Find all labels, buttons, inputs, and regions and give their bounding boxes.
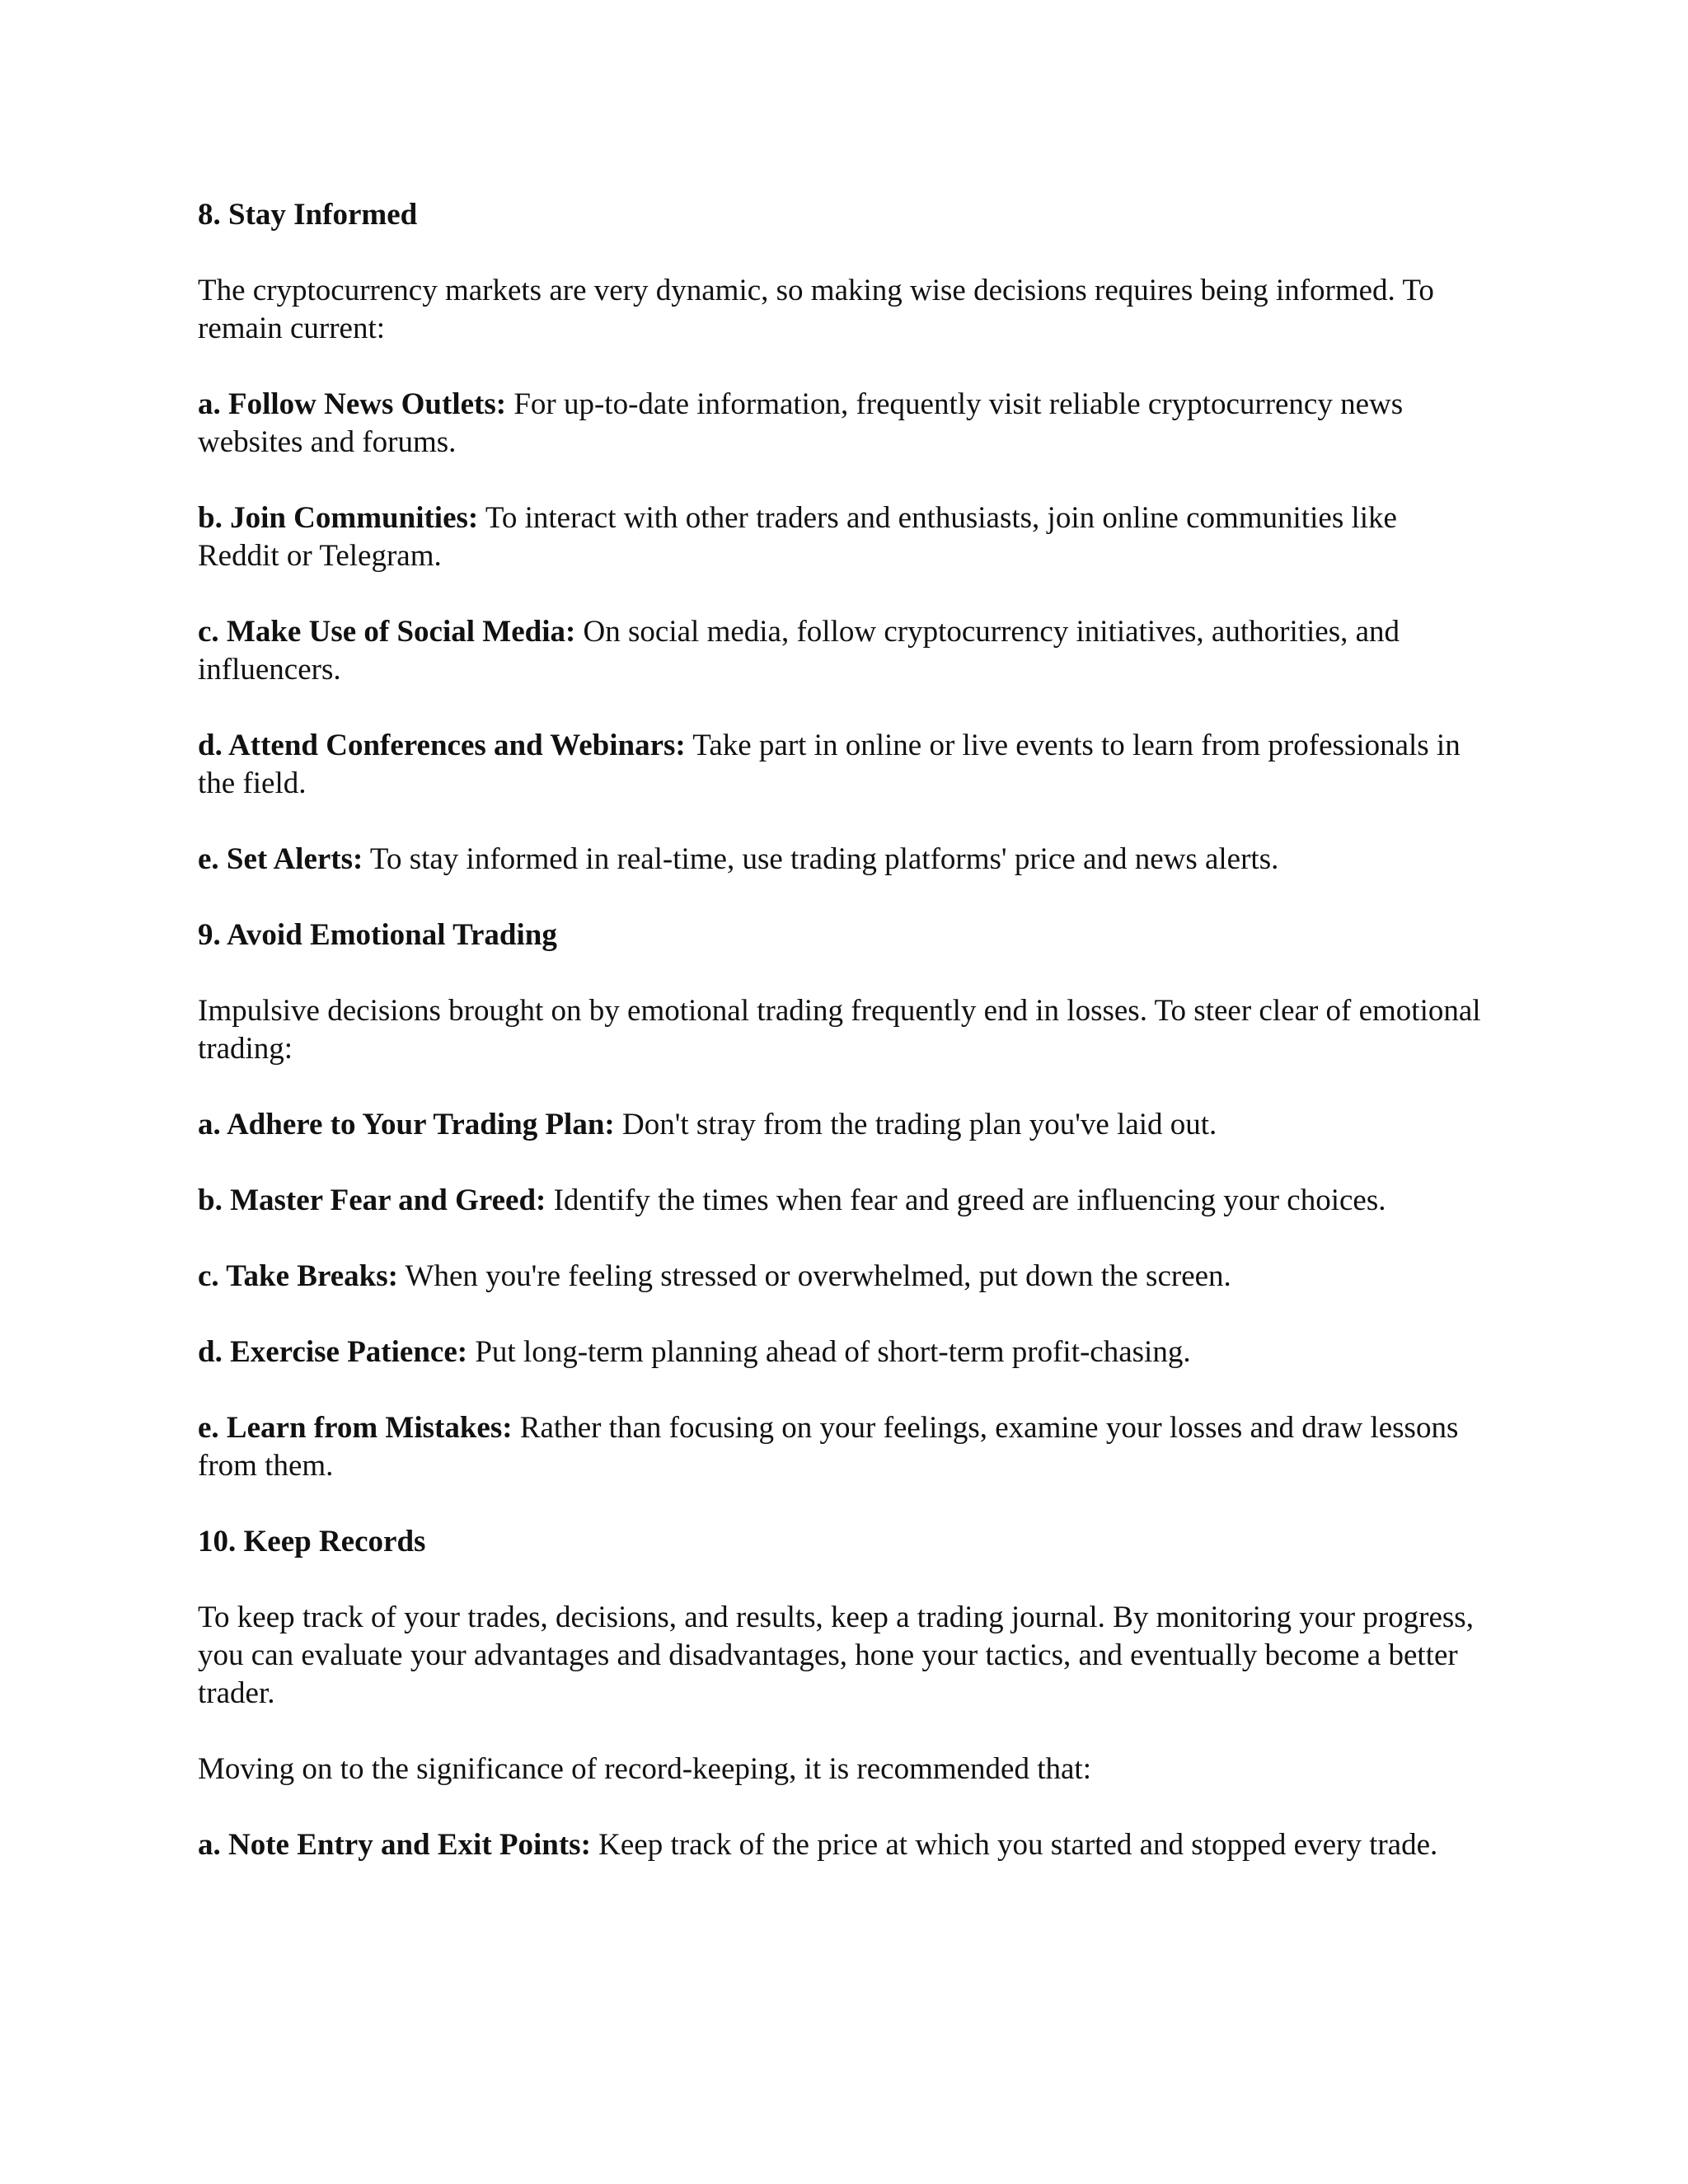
section-intro-keep-records: To keep track of your trades, decisions, and results, keep a trading journal. By monitoring your progress, you can evaluate your advantages and disadvantages, hone your tactics, and eventually become a better trader. (198, 1601, 1474, 1710)
list-item (198, 841, 1484, 879)
section-intro-stay-informed: The cryptocurrency markets are very dynamic, so making wise decisions requires being informed. To remain current: (198, 274, 1434, 345)
section-intro-avoid-emotional-trading: Impulsive decisions brought on by emotional trading frequently end in losses. To steer clear of emotional trading: (198, 994, 1481, 1066)
item-text: Identify the times when fear and greed are influencing your choices. (546, 1183, 1386, 1217)
item-text: Take part in online or live events to learn from professionals in the field. (198, 729, 1461, 800)
item-text: To interact with other traders and enthusiasts, join online communities like Reddit or Telegram. (198, 501, 1397, 573)
item-label: a. Adhere to Your Trading Plan: (198, 1108, 615, 1141)
item-text: When you're feeling stressed or overwhelmed, put down the screen. (397, 1259, 1231, 1293)
item-text: Put long-term planning ahead of short-term profit-chasing. (467, 1335, 1191, 1369)
section-heading-stay-informed: 8. Stay Informed (198, 198, 418, 232)
item-label: e. Learn from Mistakes: (198, 1411, 513, 1445)
list-item (198, 386, 1484, 462)
item-label: a. Note Entry and Exit Points: (198, 1828, 591, 1862)
list-item (198, 1182, 1484, 1220)
section-heading-avoid-emotional-trading: 9. Avoid Emotional Trading (198, 918, 557, 952)
item-label: e. Set Alerts: (198, 842, 363, 876)
item-text: For up-to-date information, frequently visit reliable cryptocurrency news websites and forums. (198, 387, 1404, 459)
list-item (198, 1258, 1484, 1296)
item-text: Don't stray from the trading plan you've laid out. (614, 1108, 1217, 1141)
list-item (198, 1333, 1484, 1371)
item-label: b. Join Communities: (198, 501, 479, 535)
list-item (198, 1106, 1484, 1144)
item-label: c. Make Use of Social Media: (198, 615, 576, 649)
item-text: On social media, follow cryptocurrency initiatives, authorities, and influencers. (198, 615, 1400, 687)
list-item (198, 613, 1484, 689)
section-intro-keep-records-2: Moving on to the significance of record-keeping, it is recommended that: (198, 1752, 1091, 1786)
list-item (198, 499, 1484, 575)
item-text: Rather than focusing on your feelings, examine your losses and draw lessons from them. (198, 1411, 1459, 1483)
section-heading-keep-records: 10. Keep Records (198, 1525, 426, 1558)
item-label: a. Follow News Outlets: (198, 387, 507, 421)
list-item (198, 1826, 1484, 1864)
item-label: b. Master Fear and Greed: (198, 1183, 546, 1217)
list-item (198, 727, 1484, 803)
document-page (198, 196, 1484, 1902)
item-label: d. Exercise Patience: (198, 1335, 468, 1369)
item-label: d. Attend Conferences and Webinars: (198, 729, 686, 762)
item-text: Keep track of the price at which you started and stopped every trade. (590, 1828, 1438, 1862)
list-item (198, 1409, 1484, 1485)
item-label: c. Take Breaks: (198, 1259, 398, 1293)
item-text: To stay informed in real-time, use trading platforms' price and news alerts. (363, 842, 1279, 876)
